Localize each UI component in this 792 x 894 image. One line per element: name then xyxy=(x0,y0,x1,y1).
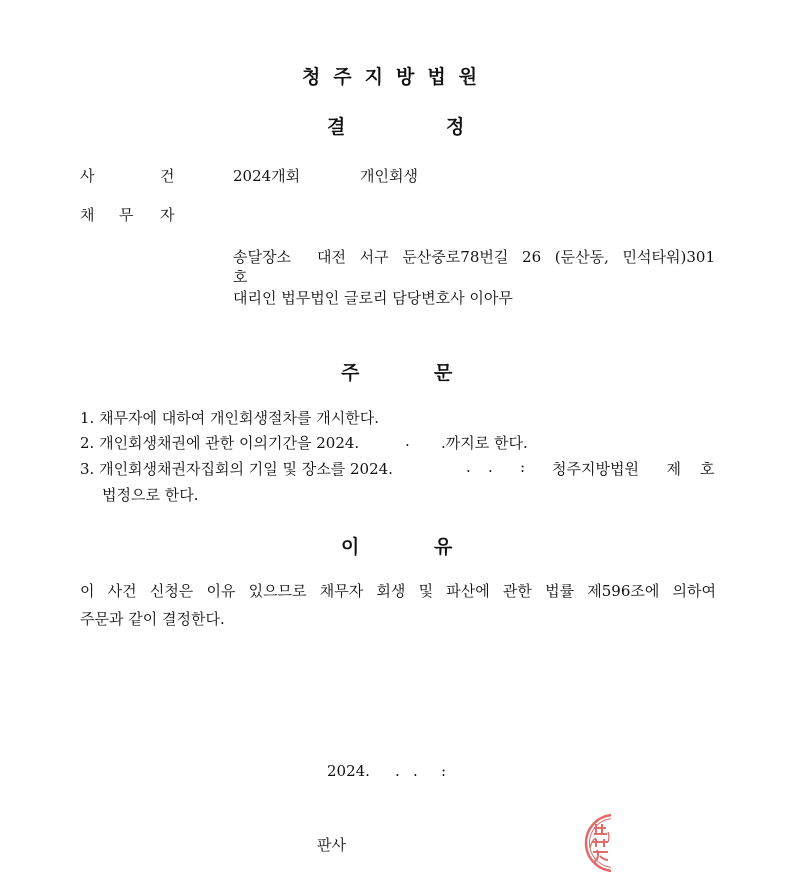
delivery-address-cont: 호 xyxy=(233,268,248,286)
title-decision-right: 정 xyxy=(446,116,465,138)
seal-icon xyxy=(584,812,646,874)
title-decision-left: 결 xyxy=(327,116,346,138)
order-heading-right: 문 xyxy=(434,362,453,384)
order-item-3-cont: 법정으로 한다. xyxy=(102,486,199,504)
court-name: 청주지방법원 xyxy=(301,66,491,88)
reason-heading-left: 이 xyxy=(341,536,360,558)
case-label-left: 사 xyxy=(80,167,95,185)
order-item-3-court: 청주지방법원 제 xyxy=(552,460,681,478)
case-label-right: 건 xyxy=(160,167,175,185)
debtor-label-1: 채 xyxy=(80,206,95,224)
case-number: 2024개회 xyxy=(233,167,301,185)
order-item-3-dot2: . xyxy=(488,458,493,476)
order-heading-left: 주 xyxy=(341,362,360,384)
order-item-3-dot1: . xyxy=(466,458,471,476)
order-item-1: 1. 채무자에 대하여 개인회생절차를 개시한다. xyxy=(80,409,379,427)
legal-agent: 대리인 법무법인 글로리 담당변호사 이아무 xyxy=(233,289,513,307)
judge-seal-stamp xyxy=(584,812,646,874)
order-item-3: 3. 개인회생채권자집회의 기일 및 장소를 2024. xyxy=(80,460,393,478)
order-item-3-colon: : xyxy=(520,458,526,476)
delivery-label: 송달장소 xyxy=(233,248,291,266)
reason-text: 이 사건 신청은 이유 있으므로 채무자 회생 및 파산에 관한 법률 제596조에 의하여 xyxy=(80,582,716,600)
order-item-2-dot: . xyxy=(405,432,410,450)
decision-date-dot1: . xyxy=(395,762,400,780)
order-item-3-room: 호 xyxy=(700,460,715,478)
debtor-label-3: 자 xyxy=(160,206,175,224)
case-name: 개인회생 xyxy=(360,167,418,185)
order-item-2: 2. 개인회생채권에 관한 이의기간을 2024. xyxy=(80,434,360,452)
decision-date-year: 2024. xyxy=(327,762,370,780)
judge-label: 판사 xyxy=(317,836,346,854)
reason-heading-right: 유 xyxy=(434,536,453,558)
debtor-label-2: 무 xyxy=(119,206,134,224)
decision-date-colon: : xyxy=(441,762,447,780)
order-item-2-end: .까지로 한다. xyxy=(441,434,528,452)
decision-date-dot2: . xyxy=(413,762,418,780)
reason-text-cont: 주문과 같이 결정한다. xyxy=(80,610,225,628)
delivery-address: 대전 서구 둔산중로78번길 26 (둔산동, 민석타워)301 xyxy=(317,248,715,266)
